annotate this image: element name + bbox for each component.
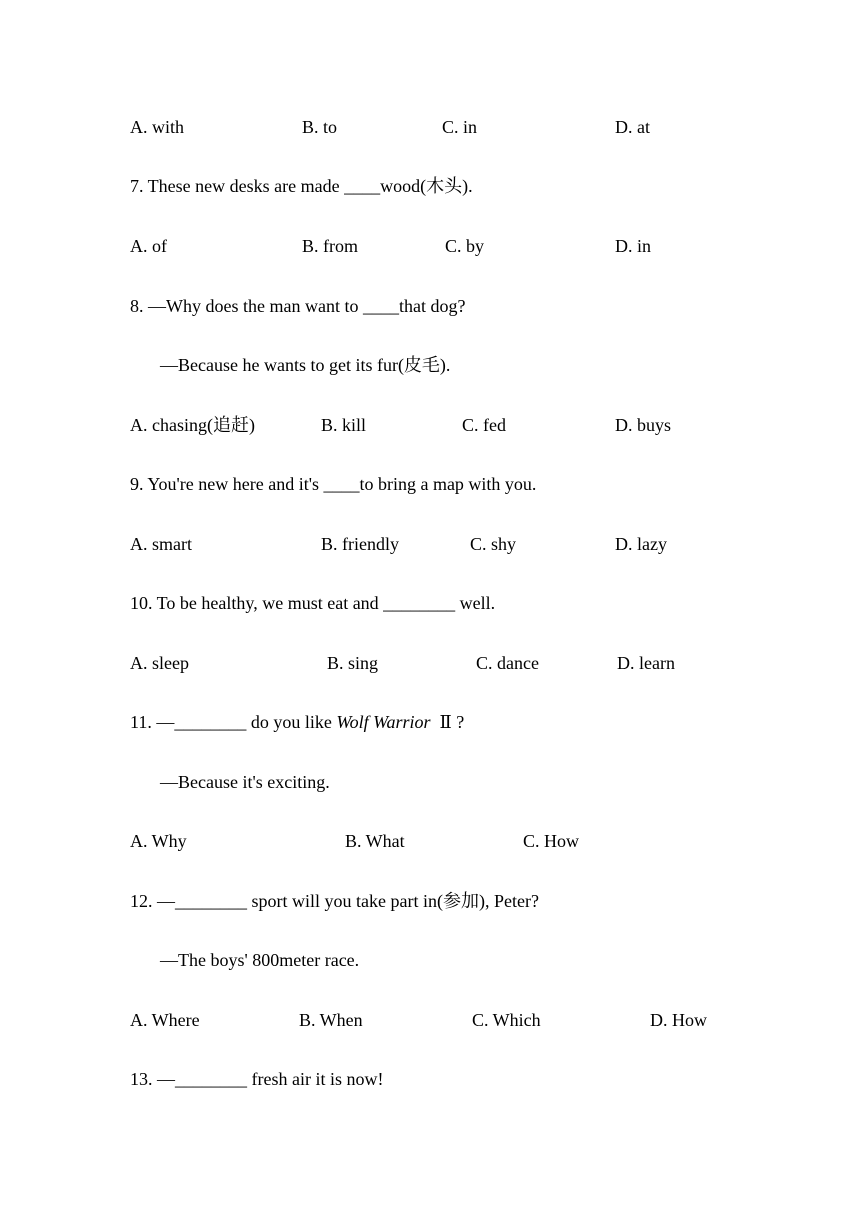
question-10: 10. To be healthy, we must eat and ________ well.: [130, 593, 496, 613]
option-c: C. How: [523, 831, 580, 851]
option-c: C. by: [445, 236, 485, 256]
question-11: [130, 711, 464, 733]
option-b: B. sing: [327, 653, 379, 673]
option-d: D. lazy: [615, 534, 667, 554]
option-c: C. dance: [476, 653, 539, 673]
option-b: B. friendly: [321, 534, 399, 554]
option-c: C. shy: [470, 534, 517, 554]
option-a: A. with: [130, 117, 184, 137]
option-c: C. in: [442, 117, 478, 137]
option-a: A. of: [130, 236, 167, 256]
question-7: 7. These new desks are made ____wood(木头).: [130, 176, 473, 196]
option-b: B. When: [299, 1010, 363, 1030]
question-12: 12. —________ sport will you take part in(参加), Peter?: [130, 891, 539, 911]
option-a: A. sleep: [130, 653, 189, 673]
option-b: B. What: [345, 831, 405, 851]
option-d: D. learn: [617, 653, 675, 673]
option-a: A. Where: [130, 1010, 200, 1030]
option-b: B. to: [302, 117, 338, 137]
option-d: D. at: [615, 117, 650, 137]
question-8: 8. —Why does the man want to ____that dog?: [130, 296, 466, 316]
option-a: A. Why: [130, 831, 187, 851]
option-b: B. from: [302, 236, 358, 256]
question-9: 9. You're new here and it's ____to bring a map with you.: [130, 474, 537, 494]
option-b: B. kill: [321, 415, 367, 435]
option-d: D. How: [650, 1010, 707, 1030]
question-13: 13. —________ fresh air it is now!: [130, 1069, 384, 1089]
option-a: A. smart: [130, 534, 192, 554]
option-c: C. fed: [462, 415, 506, 435]
option-a: A. chasing(追赶): [130, 415, 255, 435]
question-11-suffix: Ⅱ ?: [430, 712, 465, 732]
film-title: Wolf Warrior: [336, 712, 431, 732]
option-d: D. in: [615, 236, 651, 256]
option-d: D. buys: [615, 415, 672, 435]
question-12-answer: —The boys' 800meter race.: [160, 950, 360, 970]
question-11-answer: —Because it's exciting.: [160, 772, 330, 792]
option-c: C. Which: [472, 1010, 541, 1030]
question-8-answer: —Because he wants to get its fur(皮毛).: [160, 355, 451, 375]
question-11-prefix: 11. —________ do you like: [130, 712, 337, 732]
